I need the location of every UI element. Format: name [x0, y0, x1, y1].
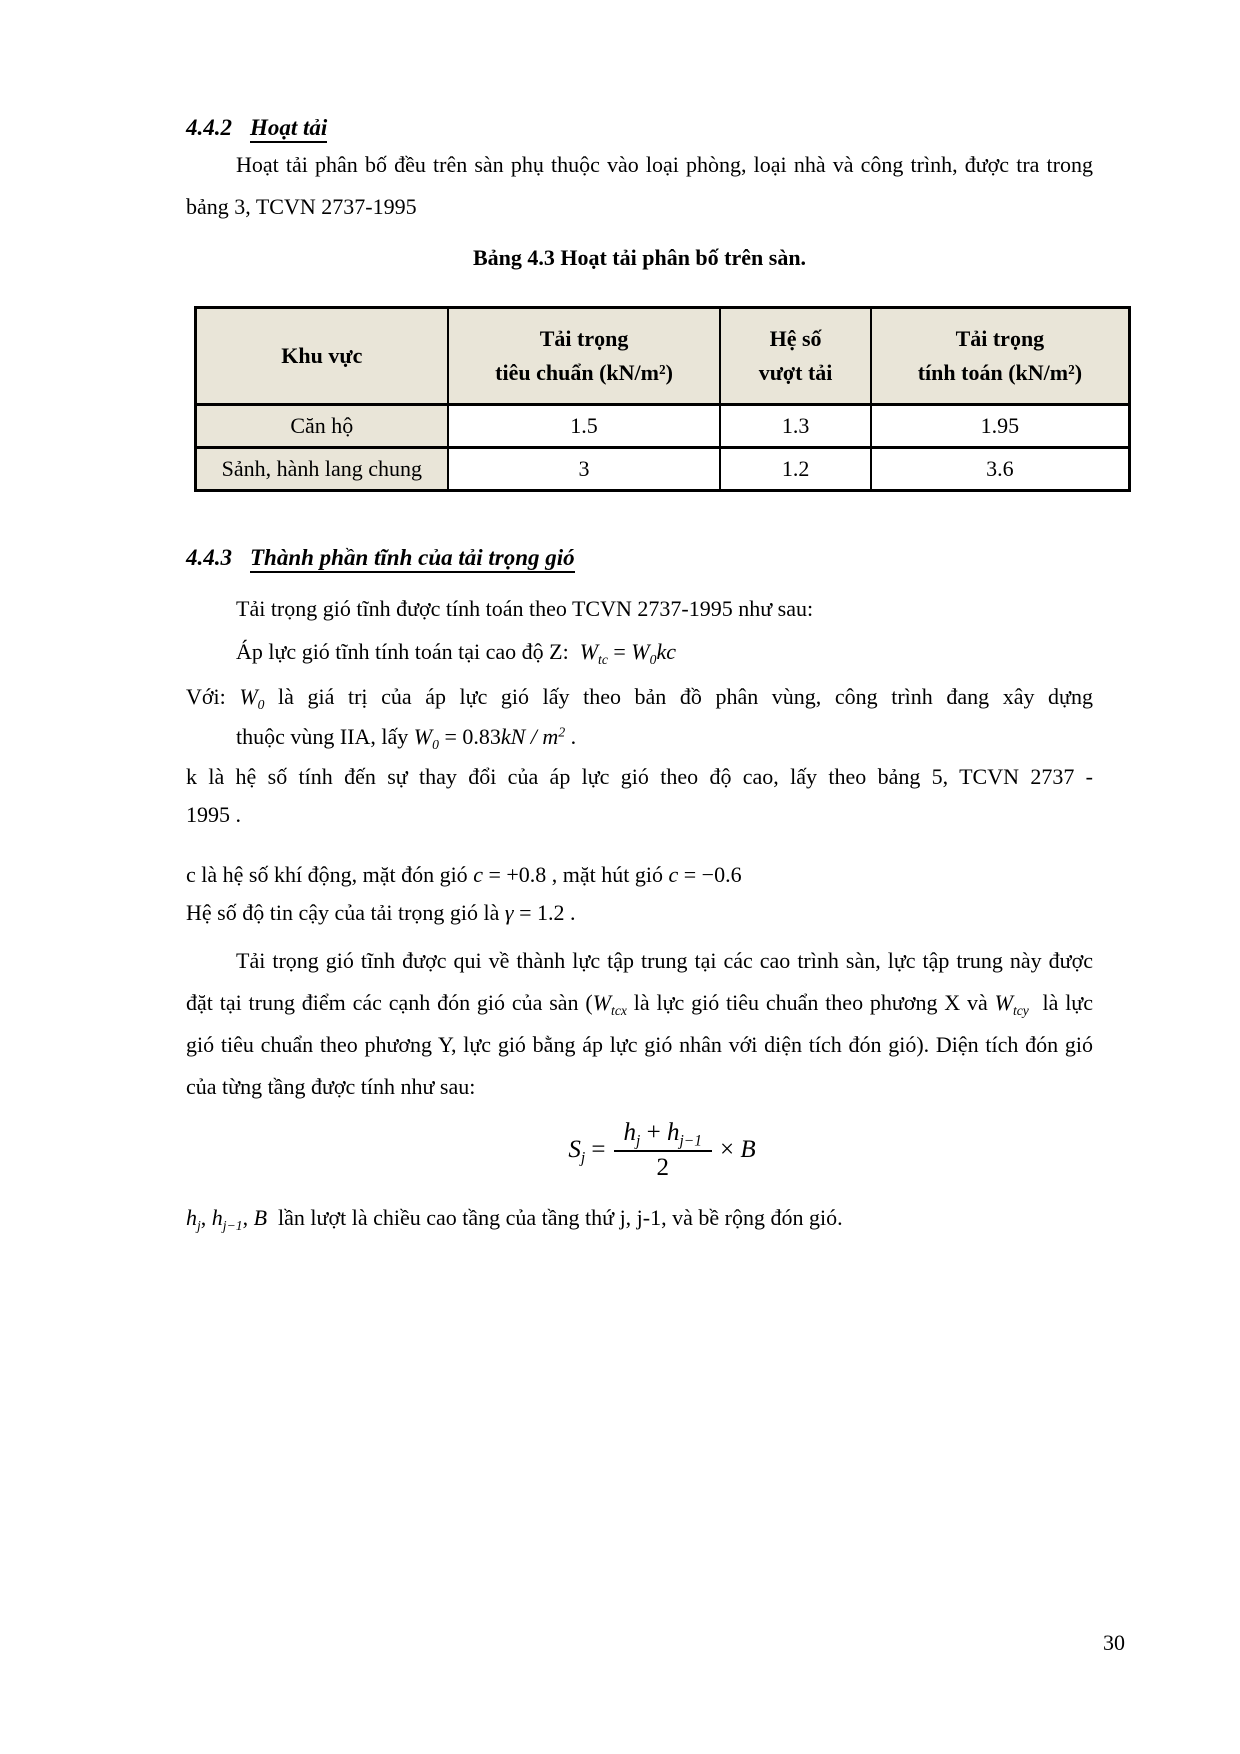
table-cell: 1.95 [871, 405, 1130, 448]
table-cell: 1.3 [720, 405, 870, 448]
table-cell: 3 [448, 448, 721, 491]
paragraph-live-load: Hoạt tải phân bố đều trên sàn phụ thuộc vào loại phòng, loại nhà và công trình, được tra trong bảng 3, TCVN 2737-1995 [186, 152, 1093, 219]
paragraph-c-factor: c là hệ số khí động, mặt đón gió c = +0.8 , mặt hút gió c = −0.6 [186, 862, 742, 887]
paragraph-k-factor-line1: k là hệ số tính đến sự thay đổi của áp lực gió theo độ cao, lấy theo bảng 5, TCVN 2737 - [186, 764, 1093, 789]
table-header-cell: Tải trọng tiêu chuẩn (kN/m²) [448, 308, 721, 405]
section-heading-4-4-2 [186, 112, 1093, 144]
table-body [196, 405, 1130, 491]
paragraph-wind-intro: Tải trọng gió tĩnh được tính toán theo TCVN 2737-1995 như sau: [236, 596, 814, 621]
table-cell: 1.2 [720, 448, 870, 491]
table-row [196, 405, 1130, 448]
section-title: Thành phần tĩnh của tải trọng gió [250, 545, 575, 573]
live-load-table [194, 306, 1131, 492]
section-heading-4-4-3 [186, 542, 1093, 574]
table-cell: 1.5 [448, 405, 721, 448]
section-number: 4.4.3 [186, 545, 232, 570]
formula-rhs: × B [719, 1136, 756, 1163]
paragraph-reliability-factor: Hệ số độ tin cậy của tải trọng gió là γ = 1.2 . [186, 900, 576, 925]
paragraph-story-heights: $h_j$, $h_{j-1}$, B lần lượt là chiều cao tầng của tầng thứ j, j-1, và bề rộng đón gió. [186, 1205, 843, 1233]
table-cell: 3.6 [871, 448, 1130, 491]
fraction [614, 1119, 712, 1182]
table-header-row [196, 308, 1130, 405]
page-number: 30 [1103, 1630, 1125, 1655]
table-row [196, 448, 1130, 491]
table-header-cell: Hệ số vượt tải [720, 308, 870, 405]
paragraph-wind-pressure-formula: Áp lực gió tĩnh tính toán tại cao độ Z: $W_{tc} = W_0kc$ [236, 639, 676, 667]
table-row-header-cell: Sảnh, hành lang chung [196, 448, 448, 491]
paragraph-k-factor-line2: 1995 . [186, 802, 241, 827]
table-caption: Bảng 4.3 Hoạt tải phân bố trên sàn. [472, 245, 807, 270]
section-number: 4.4.2 [186, 115, 232, 140]
table-header-cell: Khu vực [196, 308, 448, 405]
page-content [186, 112, 1093, 1238]
table-row-header-cell: Căn hộ [196, 405, 448, 448]
table-head [196, 308, 1130, 405]
paragraph-w0-line2: thuộc vùng IIA, lấy $W_0 = 0.83kN / m^2$ . [236, 724, 577, 752]
table-header-cell: Tải trọng tính toán (kN/m²) [871, 308, 1130, 405]
fraction-denominator: 2 [656, 1153, 669, 1181]
fraction-numerator: $h_j + h_{j-1}$ [614, 1119, 712, 1152]
formula-lhs: $S_j$ = [568, 1136, 606, 1167]
paragraph-wind-concentration: Tải trọng gió tĩnh được qui về thành lực tập trung tại các cao trình sàn, lực tập trung này được đặt tại trung điểm các cạnh đón gió của sàn ($W_{tcx}$ là lực gió tiêu chuẩn theo phương X và $W_{tcy}$ là lực gió tiêu chuẩn theo phương Y, lực gió bằng áp lực gió nhân với diện tích đón gió). Diện tích đón gió của từng tầng được tính như sau: [186, 948, 1093, 1099]
formula-wind-area [186, 1108, 1093, 1192]
paragraph-w0-line1: Với: $W_0$ là giá trị của áp lực gió lấy theo bản đồ phân vùng, công trình đang xây dựng [186, 684, 1093, 712]
section-title: Hoạt tải [250, 115, 327, 143]
